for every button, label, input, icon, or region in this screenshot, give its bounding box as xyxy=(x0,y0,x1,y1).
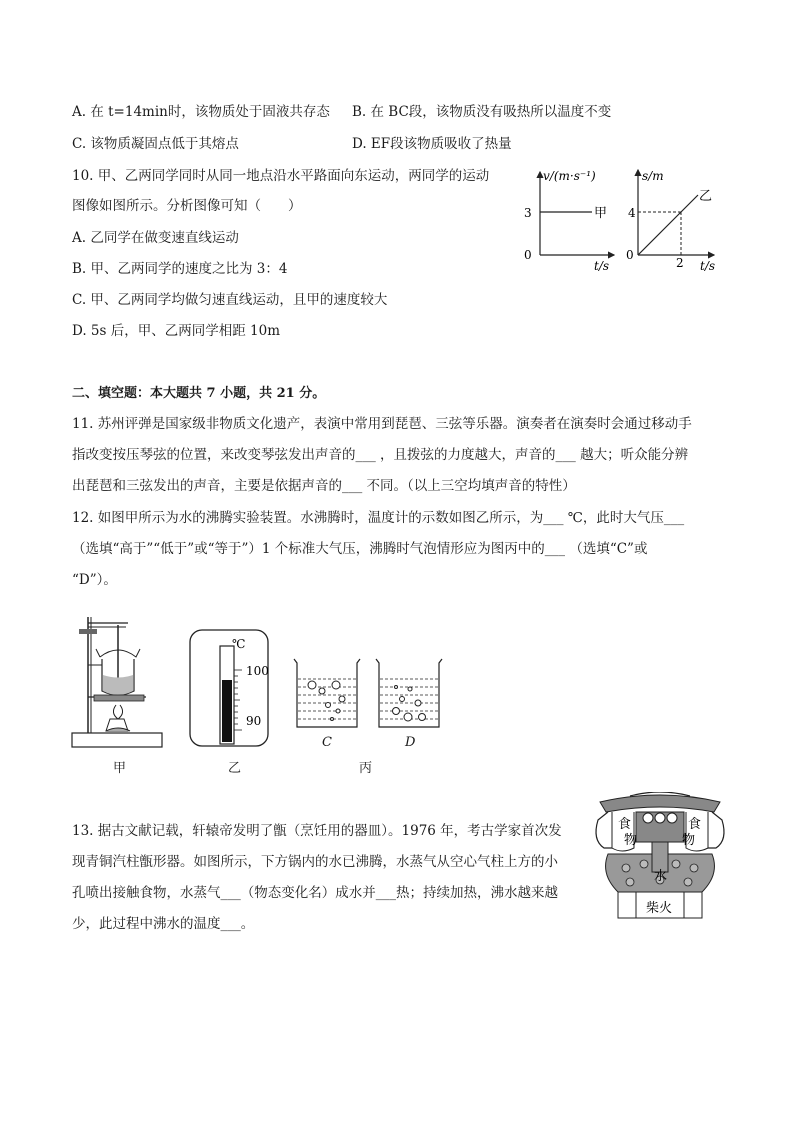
bronze-steamer-figure xyxy=(590,792,730,922)
st-xlabel: t/s xyxy=(700,259,716,273)
q10-option-a: A. 乙同学在做变速直线运动 xyxy=(72,230,239,246)
steamer-food-right-2: 物 xyxy=(682,833,696,848)
st-series-label: 乙 xyxy=(699,189,713,204)
mercury-column xyxy=(222,680,232,742)
flame xyxy=(113,705,122,719)
thermometer-unit: ℃ xyxy=(232,637,246,651)
thermometer-figure xyxy=(188,628,270,748)
q13-line1: 13. 据古文献记载，轩辕帝发明了甑（烹饪用的器皿）。1976 年，考古学家首次发 xyxy=(72,823,562,839)
q10-stem-line2: 图像如图所示。分析图像可知（ ） xyxy=(72,198,302,214)
steamer-food-left-2: 物 xyxy=(624,833,638,848)
section-heading: 二、填空题：本大题共 7 小题，共 21 分。 xyxy=(72,386,326,401)
q13-line2: 现青铜汽柱甑形器。如图所示，下方锅内的水已沸腾，水蒸气从空心气柱上方的小 xyxy=(72,854,558,870)
q13-line3: 孔喷出接触食物，水蒸气___（物态变化名）成水并___热；持续加热，沸水越来越 xyxy=(72,885,558,901)
vt-xlabel: t/s xyxy=(594,259,610,273)
bubble-beakers-figure xyxy=(292,655,452,735)
st-origin: 0 xyxy=(626,248,634,262)
steamer-food-right: 食 xyxy=(688,817,702,832)
q12-line1: 12. 如图甲所示为水的沸腾实验装置。水沸腾时，温度计的示数如图乙所示，为___ ℃，此时大气压___ xyxy=(72,510,685,526)
q10-option-b: B. 甲、乙两同学的速度之比为 3：4 xyxy=(72,261,288,277)
boiling-apparatus-figure xyxy=(66,605,170,775)
vt-series-label: 甲 xyxy=(594,206,608,221)
st-xtick: 2 xyxy=(676,256,684,270)
q11-line1: 11. 苏州评弹是国家级非物质文化遗产，表演中常用到琵琶、三弦等乐器。演奏者在演奏时会通过移动手 xyxy=(72,416,692,432)
figure-jia-label: 甲 xyxy=(113,761,127,776)
st-ylabel: s/m xyxy=(642,169,664,183)
q11-line2: 指改变按压琴弦的位置，来改变琴弦发出声音的___ ，且拨弦的力度越大，声音的___ 越大；听众能分辨 xyxy=(72,447,689,463)
q13-line4: 少，此过程中沸水的温度___。 xyxy=(72,916,255,932)
stand-base xyxy=(72,733,162,747)
distance-time-graph xyxy=(620,160,730,275)
vt-origin: 0 xyxy=(524,248,532,262)
thermometer-tick-90: 90 xyxy=(246,714,262,728)
vt-ytick: 3 xyxy=(524,206,532,220)
beaker-c xyxy=(294,659,360,727)
q9-option-b: B. 在 BC段，该物质没有吸热所以温度不变 xyxy=(352,104,612,120)
q11-line3: 出琵琶和三弦发出的声音，主要是依据声音的___ 不同。（以上三空均填声音的特性） xyxy=(72,478,576,494)
beaker-d-label: D xyxy=(405,735,416,750)
beaker-c-label: C xyxy=(322,735,332,750)
q12-line2: （选填“高于”“低于”或“等于”）1 个标准大气压，沸腾时气泡情形应为图丙中的___ （选填“C”或 xyxy=(72,541,648,557)
thermometer-tick-100: 100 xyxy=(246,664,269,678)
st-ytick: 4 xyxy=(628,206,636,220)
q10-option-c: C. 甲、乙两同学均做匀速直线运动，且甲的速度较大 xyxy=(72,292,388,308)
beaker-d xyxy=(376,659,442,727)
vt-ylabel: v/(m·s⁻¹) xyxy=(543,169,596,183)
velocity-time-graph xyxy=(510,160,620,275)
figure-bing-label: 丙 xyxy=(359,761,373,776)
q9-option-c: C. 该物质凝固点低于其熔点 xyxy=(72,136,239,152)
q9-option-a: A. 在 t=14min时，该物质处于固液共存态 xyxy=(72,104,330,120)
series-yi-line xyxy=(638,195,698,255)
wire-gauze xyxy=(94,695,144,701)
figure-yi-label: 乙 xyxy=(228,761,242,776)
q10-stem-line1: 10. 甲、乙两同学同时从同一地点沿水平路面向东运动，两同学的运动 xyxy=(72,168,490,184)
q9-option-d: D. EF段该物质吸收了热量 xyxy=(352,136,512,152)
q10-option-d: D. 5s 后，甲、乙两同学相距 10m xyxy=(72,323,281,339)
steamer-fire-label: 柴火 xyxy=(646,901,673,916)
steamer-food-left: 食 xyxy=(618,817,632,832)
q12-line3: “D”）。 xyxy=(72,572,117,588)
steamer-water-label: 水 xyxy=(654,869,668,884)
